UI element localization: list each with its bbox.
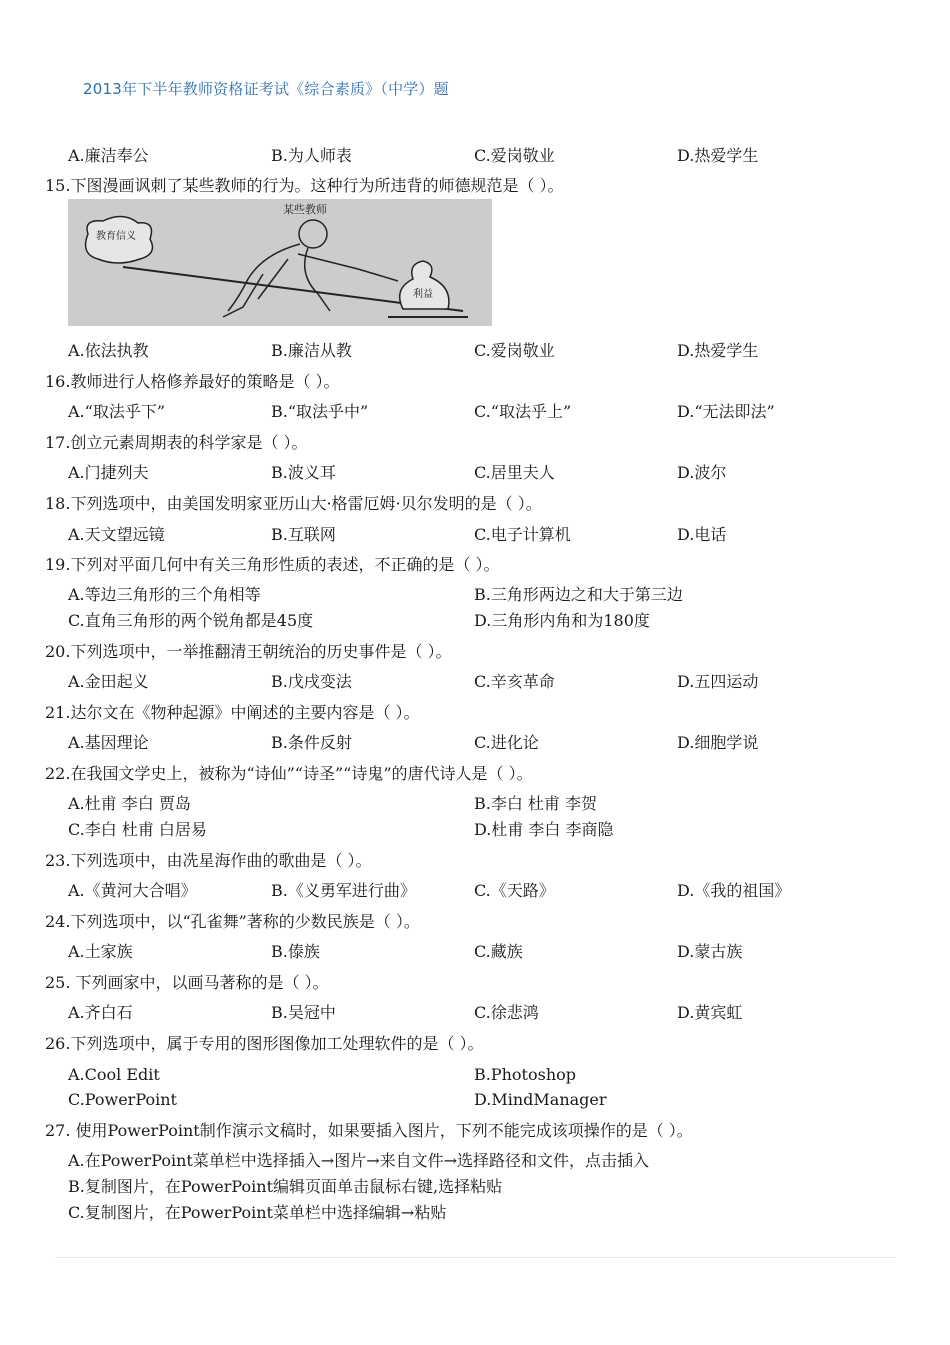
cartoon-drawing [68, 199, 492, 326]
option-a: A.依法执教 [68, 341, 149, 360]
option-b: B.波义耳 [271, 463, 336, 482]
option-d: D.热爱学生 [677, 341, 759, 360]
option-c: C.直角三角形的两个锐角都是45度 [68, 611, 314, 630]
question-stem: 21.达尔文在《物种起源》中阐述的主要内容是（ ）。 [45, 703, 420, 722]
question-stem: 26.下列选项中，属于专用的图形图像加工处理软件的是（ ）。 [45, 1034, 484, 1053]
option-d: D.蒙古族 [677, 942, 743, 961]
q16-stem-row [0, 371, 950, 393]
option-d: D.杜甫 李白 李商隐 [474, 820, 614, 839]
question-stem: 16.教师进行人格修养最好的策略是（ ）。 [45, 372, 340, 391]
option-d: D.“无法即法” [677, 402, 775, 421]
option-a: A.等边三角形的三个角相等 [68, 585, 261, 604]
q26-options-row2 [0, 1089, 950, 1111]
question-stem: 20.下列选项中，一举推翻清王朝统治的历史事件是（ ）。 [45, 642, 452, 661]
page-header-title: 2013年下半年教师资格证考试《综合素质》（中学）题 [83, 80, 449, 98]
option-d: D.波尔 [677, 463, 727, 482]
q20-options [0, 671, 950, 693]
q17-options [0, 462, 950, 484]
option-c: C.“取法乎上” [474, 402, 572, 421]
q22-options-row2 [0, 819, 950, 841]
q14-options [0, 145, 950, 167]
cartoon-left-label: 教育信义 [96, 231, 136, 242]
q18-options [0, 524, 950, 546]
option-a: A.土家族 [68, 942, 133, 961]
option-b: B.吴冠中 [271, 1003, 336, 1022]
cartoon-caption: 某些教师 [283, 203, 327, 216]
option-b: B.复制图片，在PowerPoint编辑页面单击鼠标右键,选择粘贴 [68, 1177, 503, 1196]
option-a: A.金田起义 [68, 672, 149, 691]
q21-stem-row [0, 702, 950, 724]
option-c: C.藏族 [474, 942, 523, 961]
q25-stem-row [0, 972, 950, 994]
option-c: C.爱岗敬业 [474, 146, 555, 165]
option-d: D.《我的祖国》 [677, 881, 791, 900]
q15-stem-row [0, 175, 950, 197]
q23-options [0, 880, 950, 902]
option-a: A.《黄河大合唱》 [68, 881, 197, 900]
cartoon-image [68, 199, 492, 326]
option-d: D.五四运动 [677, 672, 759, 691]
option-a: A.基因理论 [68, 733, 149, 752]
question-stem: 27. 使用PowerPoint制作演示文稿时，如果要插入图片，下列不能完成该项操作的是（ ）。 [45, 1121, 693, 1140]
option-d: D.黄宾虹 [677, 1003, 743, 1022]
q19-options-row2 [0, 610, 950, 632]
q27-option-c-row [0, 1202, 950, 1224]
option-a: A.天文望远镜 [68, 525, 165, 544]
option-a: A.杜甫 李白 贾岛 [68, 794, 191, 813]
q22-stem-row [0, 763, 950, 785]
q17-stem-row [0, 432, 950, 454]
q19-options-row1 [0, 584, 950, 606]
q22-options-row1 [0, 793, 950, 815]
option-b: B.条件反射 [271, 733, 352, 752]
q24-stem-row [0, 911, 950, 933]
option-a: A.在PowerPoint菜单栏中选择插入→图片→来自文件→选择路径和文件，点击插入 [68, 1151, 650, 1170]
option-a: A.门捷列夫 [68, 463, 149, 482]
option-d: D.电话 [677, 525, 727, 544]
question-stem: 17.创立元素周期表的科学家是（ ）。 [45, 433, 308, 452]
option-b: B.李白 杜甫 李贺 [474, 794, 598, 813]
option-b: B.三角形两边之和大于第三边 [474, 585, 683, 604]
option-b: B.《义勇军进行曲》 [271, 881, 416, 900]
option-c: C.居里夫人 [474, 463, 555, 482]
q26-stem-row [0, 1033, 950, 1055]
q25-options [0, 1002, 950, 1024]
option-c: C.进化论 [474, 733, 539, 752]
option-c: C.李白 杜甫 白居易 [68, 820, 207, 839]
option-a: A.Cool Edit [68, 1065, 160, 1084]
q27-stem-row [0, 1120, 950, 1142]
option-c: C.复制图片，在PowerPoint菜单栏中选择编辑→粘贴 [68, 1203, 447, 1222]
question-stem: 18.下列选项中，由美国发明家亚历山大·格雷厄姆·贝尔发明的是（ ）。 [45, 494, 542, 513]
q21-options [0, 732, 950, 754]
option-b: B.互联网 [271, 525, 336, 544]
option-c: C.辛亥革命 [474, 672, 555, 691]
option-a: A.齐白石 [68, 1003, 133, 1022]
question-stem: 24.下列选项中，以“孔雀舞”著称的少数民族是（ ）。 [45, 912, 420, 931]
option-b: B.为人师表 [271, 146, 352, 165]
option-d: D.三角形内角和为180度 [474, 611, 650, 630]
option-b: B.Photoshop [474, 1065, 576, 1084]
question-stem: 23.下列选项中，由冼星海作曲的歌曲是（ ）。 [45, 851, 372, 870]
q27-option-a-row [0, 1150, 950, 1172]
q18-stem-row [0, 493, 950, 515]
q26-options-row1 [0, 1064, 950, 1086]
cartoon-right-label: 利益 [413, 289, 433, 300]
q16-options [0, 401, 950, 423]
option-d: D.细胞学说 [677, 733, 759, 752]
q27-option-b-row [0, 1176, 950, 1198]
option-c: C.徐悲鸿 [474, 1003, 539, 1022]
question-stem: 15.下图漫画讽刺了某些教师的行为。这种行为所违背的师德规范是（ ）。 [45, 176, 564, 195]
q20-stem-row [0, 641, 950, 663]
option-c: C.电子计算机 [474, 525, 571, 544]
option-b: B.戊戌变法 [271, 672, 352, 691]
option-a: A.廉洁奉公 [68, 146, 149, 165]
option-b: B.“取法乎中” [271, 402, 369, 421]
question-stem: 22.在我国文学史上，被称为“诗仙”“诗圣”“诗鬼”的唐代诗人是（ ）。 [45, 764, 533, 783]
footer-divider [55, 1257, 895, 1258]
q19-stem-row [0, 554, 950, 576]
option-b: B.傣族 [271, 942, 320, 961]
option-c: C.PowerPoint [68, 1090, 177, 1109]
q23-stem-row [0, 850, 950, 872]
option-c: C.爱岗敬业 [474, 341, 555, 360]
option-c: C.《天路》 [474, 881, 555, 900]
question-stem: 19.下列对平面几何中有关三角形性质的表述，不正确的是（ ）。 [45, 555, 500, 574]
option-b: B.廉洁从教 [271, 341, 352, 360]
question-stem: 25. 下列画家中，以画马著称的是（ ）。 [45, 973, 329, 992]
option-d: D.MindManager [474, 1090, 607, 1109]
q24-options [0, 941, 950, 963]
option-a: A.“取法乎下” [68, 402, 166, 421]
option-d: D.热爱学生 [677, 146, 759, 165]
q15-options [0, 340, 950, 362]
